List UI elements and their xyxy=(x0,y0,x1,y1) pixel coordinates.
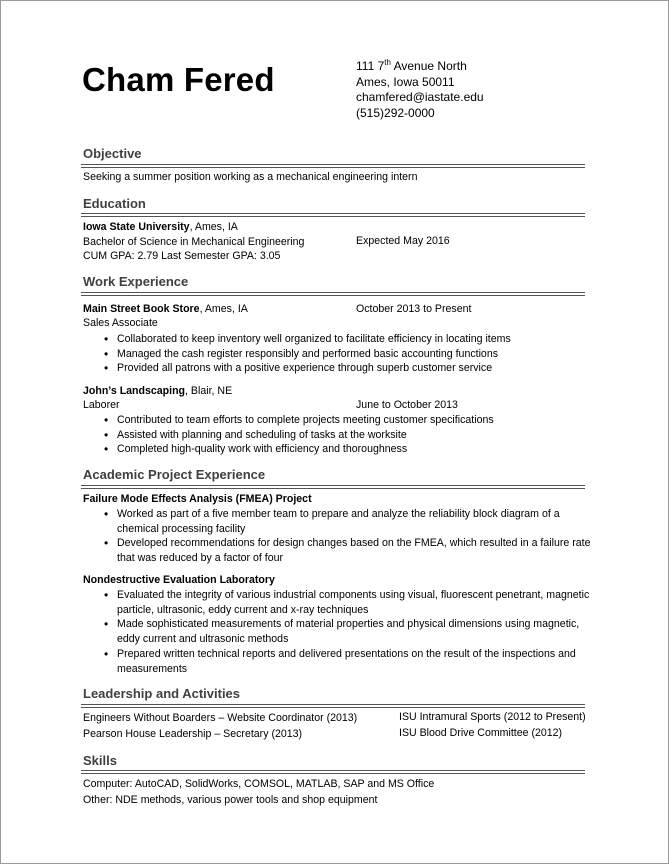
activity-item: ISU Blood Drive Committee (2012) xyxy=(399,727,563,739)
list-item: • Contributed to team efforts to complete projects meeting customer specifications xyxy=(101,413,591,428)
email-line: chamfered@iastate.edu xyxy=(356,90,484,104)
skills-computer: Computer: AutoCAD, SolidWorks, COMSOL, MATLAB, SAP and MS Office xyxy=(83,778,435,790)
activity-item: ISU Intramural Sports (2012 to Present) xyxy=(399,711,586,723)
leadership-item: Pearson House Leadership – Secretary (2013) xyxy=(83,728,303,740)
job-role: Sales Associate xyxy=(83,317,158,329)
list-item: • Developed recommendations for design changes based on the FMEA, which resulted in a failure rate that was reduced by a factor of four xyxy=(101,536,591,565)
job-employer: Main Street Book Store xyxy=(83,303,200,315)
list-item: • Managed the cash register responsibly and performed basic accounting functions xyxy=(101,347,591,362)
education-school-line xyxy=(83,220,238,234)
list-item: • Prepared written technical reports and delivered presentations on the result of the inspections and measurements xyxy=(101,647,591,676)
list-item: • Collaborated to keep inventory well organized to facilitate efficiency in locating items xyxy=(101,332,591,347)
city-line: Ames, Iowa 50011 xyxy=(356,74,455,89)
list-item: • Made sophisticated measurements of material properties and physical dimensions using magnetic, eddy current and ultrasonic methods xyxy=(101,617,591,646)
education-degree: Bachelor of Science in Mechanical Engineering xyxy=(83,236,305,248)
education-expected: Expected May 2016 xyxy=(356,235,450,247)
job-bullets xyxy=(101,332,591,376)
job-dates: June to October 2013 xyxy=(356,399,458,411)
leadership-heading: Leadership and Activities xyxy=(83,686,241,701)
skills-other: Other: NDE methods, various power tools and shop equipment xyxy=(83,794,378,806)
work-heading: Work Experience xyxy=(83,274,189,289)
objective-heading: Objective xyxy=(83,146,142,161)
projects-divider xyxy=(81,485,585,489)
objective-divider xyxy=(81,164,585,168)
phone-line: (515)292-0000 xyxy=(356,105,435,120)
list-item: • Completed high-quality work with efficiency and thoroughness xyxy=(101,442,591,457)
job-employer-line xyxy=(83,302,248,316)
project-bullets xyxy=(101,588,591,676)
job-location: , Blair, NE xyxy=(185,385,233,397)
project-bullets xyxy=(101,507,591,566)
project-name: Nondestructive Evaluation Laboratory xyxy=(83,574,275,586)
list-item: • Provided all patrons with a positive experience through superb customer service xyxy=(101,361,591,376)
school-name: Iowa State University xyxy=(83,221,190,233)
job-employer-line xyxy=(83,384,232,398)
job-location: , Ames, IA xyxy=(199,303,248,315)
project-name: Failure Mode Effects Analysis (FMEA) Project xyxy=(83,493,312,505)
leadership-divider xyxy=(81,704,585,708)
job-bullets xyxy=(101,413,591,457)
contact-block xyxy=(356,59,484,121)
education-heading: Education xyxy=(83,196,146,211)
skills-divider xyxy=(81,770,585,774)
address-ordinal: th xyxy=(384,58,391,67)
skills-heading: Skills xyxy=(83,753,117,768)
address-line xyxy=(356,59,484,75)
school-location: , Ames, IA xyxy=(189,221,238,233)
address-street: Avenue North xyxy=(390,59,467,73)
education-divider xyxy=(81,213,585,217)
job-role: Laborer xyxy=(83,399,120,411)
applicant-name: Cham Fered xyxy=(82,61,275,98)
job-employer: John’s Landscaping xyxy=(83,385,186,397)
work-divider xyxy=(81,292,585,296)
projects-heading: Academic Project Experience xyxy=(83,467,266,482)
leadership-item: Engineers Without Boarders – Website Coordinator (2013) xyxy=(83,712,358,724)
list-item: • Assisted with planning and scheduling of tasks at the worksite xyxy=(101,428,591,443)
address-number: 111 7 xyxy=(356,59,385,73)
education-gpa: CUM GPA: 2.79 Last Semester GPA: 3.05 xyxy=(83,250,281,262)
job-dates: October 2013 to Present xyxy=(356,303,472,315)
list-item: • Evaluated the integrity of various industrial components using visual, fluorescent penetrant, magnetic particle, ultrasonic, eddy current and x-ray techniques xyxy=(101,588,591,617)
objective-text: Seeking a summer position working as a mechanical engineering intern xyxy=(83,171,418,183)
list-item: • Worked as part of a five member team to prepare and analyze the reliability block diagram of a chemical processing facility xyxy=(101,507,591,536)
